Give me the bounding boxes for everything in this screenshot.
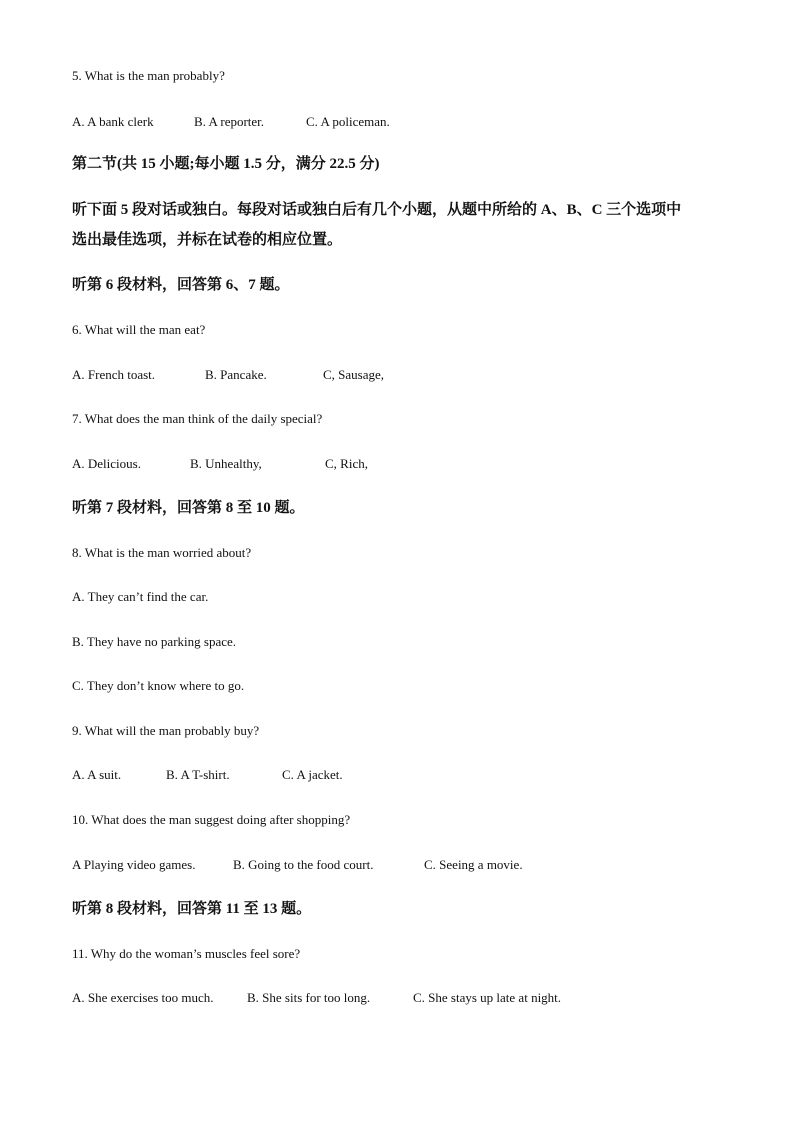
question-7: 7. What does the man think of the daily special? xyxy=(72,411,323,426)
section-title: 第二节(共 15 小题;每小题 1.5 分，满分 22.5 分) xyxy=(72,156,380,172)
question-6: 6. What will the man eat? xyxy=(72,322,206,337)
q5-option-b: B. A reporter. xyxy=(194,114,265,129)
question-11: 11. Why do the woman’s muscles feel sore? xyxy=(72,946,301,961)
q10-option-a: A Playing video games. xyxy=(72,857,196,872)
q8-option-a: A. They can’t find the car. xyxy=(72,589,209,604)
q7-option-a: A. Delicious. xyxy=(72,456,141,471)
q11-option-b: B. She sits for too long. xyxy=(247,990,371,1005)
passage-8-heading: 听第 8 段材料，回答第 11 至 13 题。 xyxy=(72,901,312,917)
q9-option-c: C. A jacket. xyxy=(282,767,343,782)
q10-option-b: B. Going to the food court. xyxy=(233,857,374,872)
q8-option-c: C. They don’t know where to go. xyxy=(72,678,245,693)
q6-option-b: B. Pancake. xyxy=(205,367,267,382)
question-9: 9. What will the man probably buy? xyxy=(72,723,260,738)
section-instruction-line1: 听下面 5 段对话或独白。每段对话或独白后有几个小题，从题中所给的 A、B、C 三个选项中 xyxy=(72,202,682,218)
question-5: 5. What is the man probably? xyxy=(72,68,225,83)
q5-option-a: A. A bank clerk xyxy=(72,114,154,129)
question-10: 10. What does the man suggest doing after shopping? xyxy=(72,812,351,827)
q7-option-c: C, Rich, xyxy=(325,456,368,471)
q9-option-a: A. A suit. xyxy=(72,767,122,782)
q11-option-c: C. She stays up late at night. xyxy=(413,990,562,1005)
question-8: 8. What is the man worried about? xyxy=(72,545,252,560)
passage-6-heading: 听第 6 段材料，回答第 6、7 题。 xyxy=(72,277,290,293)
q8-option-b: B. They have no parking space. xyxy=(72,634,237,649)
q10-option-c: C. Seeing a movie. xyxy=(424,857,523,872)
q5-option-c: C. A policeman. xyxy=(306,114,390,129)
passage-7-heading: 听第 7 段材料，回答第 8 至 10 题。 xyxy=(72,500,305,516)
q6-option-c: C, Sausage, xyxy=(323,367,385,382)
q7-option-b: B. Unhealthy, xyxy=(190,456,262,471)
q6-option-a: A. French toast. xyxy=(72,367,156,382)
section-instruction-line2: 选出最佳选项，并标在试卷的相应位置。 xyxy=(72,232,343,248)
q9-option-b: B. A T-shirt. xyxy=(166,767,230,782)
q11-option-a: A. She exercises too much. xyxy=(72,990,214,1005)
